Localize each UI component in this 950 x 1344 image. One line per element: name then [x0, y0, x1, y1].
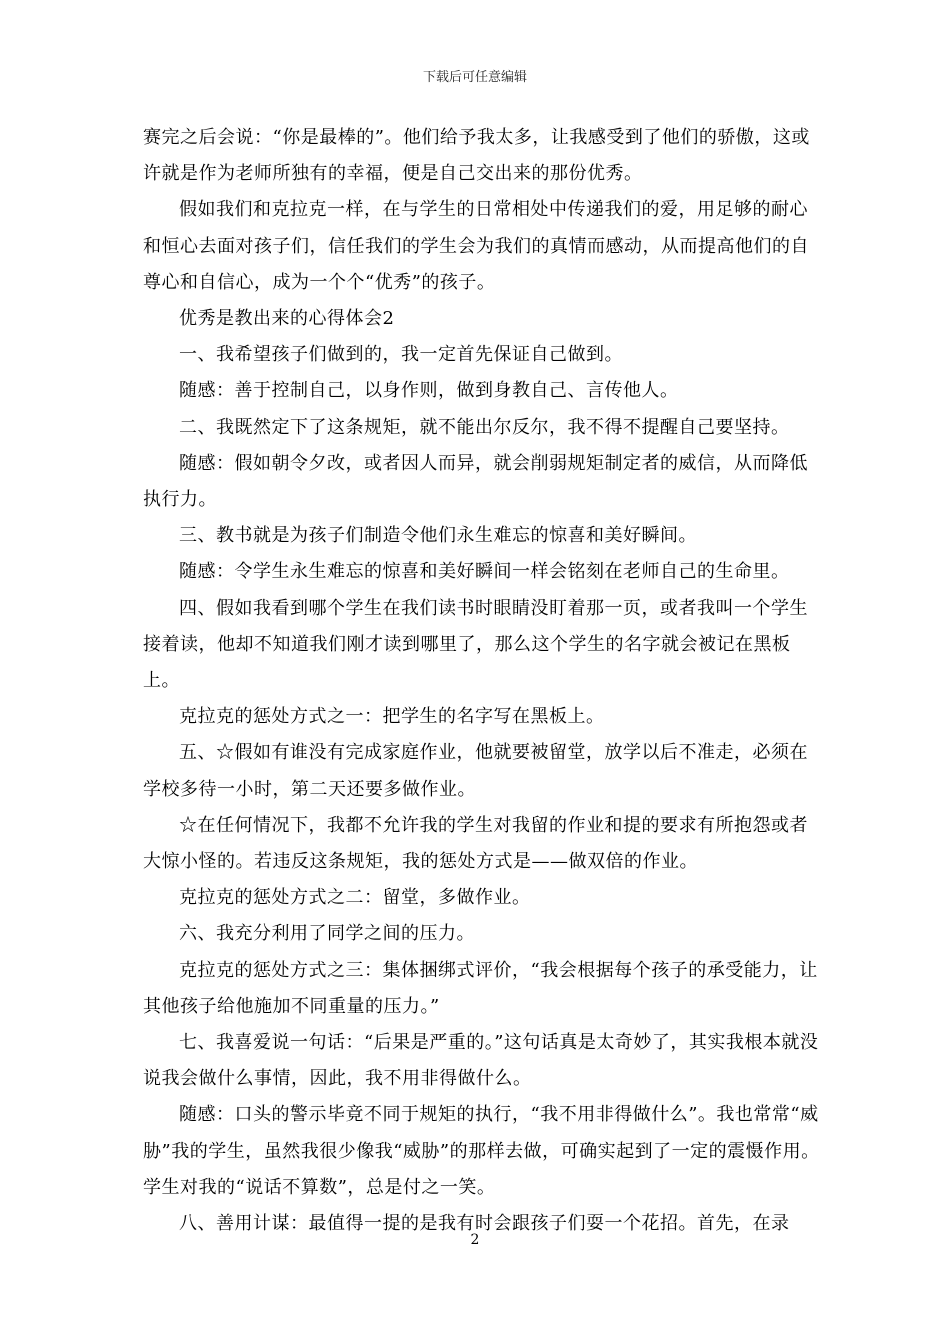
paragraph: 六、我充分利用了同学之间的压力。: [179, 923, 475, 945]
page-number: 2: [470, 1232, 480, 1248]
paragraph: 四、假如我看到哪个学生在我们读书时眼睛没盯着那一页，或者我叫一个学生接着读，他却不知道我们刚才读到哪里了，那么这个学生的名字就会被记在黑板上。: [143, 597, 808, 692]
paragraph: 随感：善于控制自己，以身作则，做到身教自己、言传他人。: [179, 380, 679, 402]
page-header: 下载后可任意编辑: [422, 70, 527, 85]
paragraph: 赛完之后会说：“你是最棒的”。他们给予我太多，让我感受到了他们的骄傲，这或许就是作为老师所独有的幸福，便是自己交出来的那份优秀。: [143, 127, 810, 185]
paragraph: 随感：口头的警示毕竟不同于规矩的执行，“我不用非得做什么”。我也常常“威胁”我的学生，虽然我很少像我“威胁”的那样去做，可确实起到了一定的震慑作用。学生对我的“说话不算数”，总是付之一笑。: [143, 1104, 820, 1198]
paragraph: 假如我们和克拉克一样，在与学生的日常相处中传递我们的爱，用足够的耐心和恒心去面对孩子们，信任我们的学生会为我们的真情而感动，从而提高他们的自尊心和自信心，成为一个个“优秀”的孩子。: [143, 199, 809, 293]
paragraph: 克拉克的惩处方式之二：留堂，多做作业。: [179, 887, 531, 909]
paragraph: ☆在任何情况下，我都不允许我的学生对我留的作业和提的要求有所抱怨或者大惊小怪的。若违反这条规矩，我的惩处方式是——做双倍的作业。: [143, 814, 808, 873]
document-body: [143, 120, 823, 1242]
paragraph: 五、☆假如有谁没有完成家庭作业，他就要被留堂，放学以后不准走，必须在学校多待一小时，第二天还要多做作业。: [143, 742, 808, 800]
paragraph: 二、我既然定下了这条规矩，就不能出尔反尔，我不得不提醒自己要坚持。: [179, 416, 790, 438]
paragraph: 七、我喜爱说一句话：“后果是严重的。”这句话真是太奇妙了，其实我根本就没说我会做什么事情，因此，我不用非得做什么。: [143, 1032, 819, 1090]
paragraph: 克拉克的惩处方式之一：把学生的名字写在黑板上。: [179, 706, 605, 728]
paragraph: 随感：令学生永生难忘的惊喜和美好瞬间一样会铭刻在老师自己的生命里。: [179, 561, 790, 583]
paragraph: 一、我希望孩子们做到的，我一定首先保证自己做到。: [179, 344, 623, 366]
paragraph: 克拉克的惩处方式之三：集体捆绑式评价，“我会根据每个孩子的承受能力，让其他孩子给他施加不同重量的压力。”: [143, 959, 818, 1017]
paragraph: 八、善用计谋：最值得一提的是我有时会跟孩子们耍一个花招。首先，在录: [179, 1213, 790, 1235]
paragraph: 三、教书就是为孩子们制造令他们永生难忘的惊喜和美好瞬间。: [179, 525, 697, 547]
section-heading: 优秀是教出来的心得体会2: [179, 308, 395, 330]
paragraph: 随感：假如朝令夕改，或者因人而异，就会削弱规矩制定者的威信，从而降低执行力。: [143, 452, 808, 511]
